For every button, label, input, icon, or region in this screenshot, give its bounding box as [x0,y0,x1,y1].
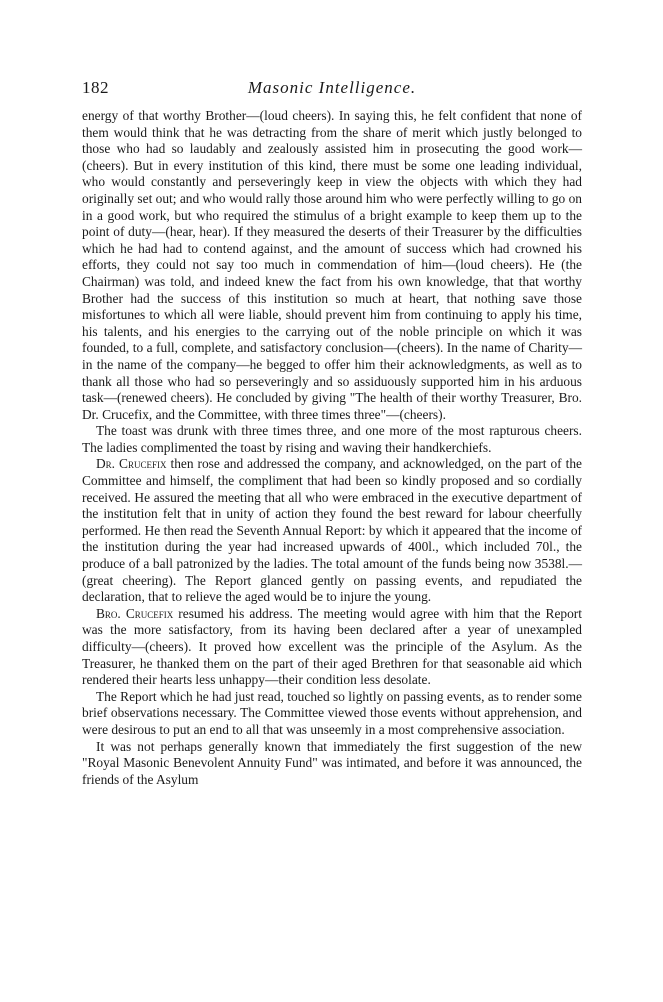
paragraph-5 [82,689,582,739]
document-page [82,78,582,788]
paragraph-3 [82,456,582,605]
paragraph-1 [82,108,582,423]
page-header [82,78,582,108]
page-number: 182 [82,78,109,97]
paragraph-2 [82,423,582,456]
paragraph-6 [82,739,582,789]
paragraph-text: then rose and addressed the company, and acknowledged, on the part of the Committee and himself, the compliment that had been so kindly proposed and so cordially received. He assured the meeting that all who were embraced in the executive department of the institution felt that in unity of action they found the best reward for labour cheerfully performed. He then read the Seventh Annual Report: by which it appeared that the income of the institution during the year had increased upwards of 400l., which included 70l., the produce of a ball patronized by the ladies. The total amount of the funds being now 3538l.—(great cheering). The Report glanced gently on passing events, and repudiated the declaration, that to relieve the aged would be to injure the young. [82,456,582,605]
paragraph-text: resumed his address. The meeting would agree with him that the Report was the more satisfactory, from its having been declared after a year of unexampled difficulty—(cheers). It proved how excellent was the principle of the Asylum. As the Treasurer, he thanked them on the part of their aged Brethren for that seasonable aid which rendered their hearts less unhappy—their condition less desolate. [82,605,582,688]
paragraph-4 [82,606,582,689]
paragraph-text: energy of that worthy Brother—(loud cheers). In saying this, he felt confident that none of them would think that he was detracting from the share of merit which justly belonged to those who had so laudably and zealously assisted him in prosecuting the good work—(cheers). But in every institution of this kind, there must be some one leading individual, who would constantly and perseveringly keep in view the objects with which they had originally set out; and who would rally those around him who were perfectly willing to go on in a good work, but who required the stimulus of a bright example to keep them up to the point of duty—(hear, hear). If they measured the deserts of their Treasurer by the difficulties which he had had to contend against, and the amount of success which had crowned his efforts, they could not say too much in commendation of him—(loud cheers). He (the Chairman) was told, and indeed knew the fact from his own knowledge, that that worthy Brother had the success of this institution so much at heart, that nothing save those misfortunes to which all were liable, should prevent him from continuing to apply his time, his talents, and his energies to the carrying out of the noble principle on which it was founded, to a full, complete, and satisfactory conclusion—(cheers). In the name of Charity—in the name of the company—he begged to offer him their acknowledgments, as well as to thank all those who had so perseveringly and so assiduously supported him in his arduous task—(renewed cheers). He concluded by giving "The health of their worthy Treasurer, Bro. Dr. Crucefix, and the Committee, with three times three"—(cheers). [82,108,582,422]
paragraph-text: The Report which he had just read, touched so lightly on passing events, as to render some brief observations necessary. The Committee viewed those events without apprehension, and were desirous to put an end to all that was unseemly in a most comprehensive association. [82,688,582,737]
speaker-name: Dr. Crucefix [96,456,167,472]
paragraph-text: The toast was drunk with three times three, and one more of the most rapturous cheers. The ladies complimented the toast by rising and waving their handkerchiefs. [82,423,582,455]
paragraph-text: It was not perhaps generally known that immediately the first suggestion of the new "Royal Masonic Benevolent Annuity Fund" was intimated, and before it was announced, the friends of the Asylum [82,738,582,787]
speaker-name: Bro. Crucefix [96,605,174,621]
running-title: Masonic Intelligence. [247,78,417,97]
article-body [82,108,582,788]
